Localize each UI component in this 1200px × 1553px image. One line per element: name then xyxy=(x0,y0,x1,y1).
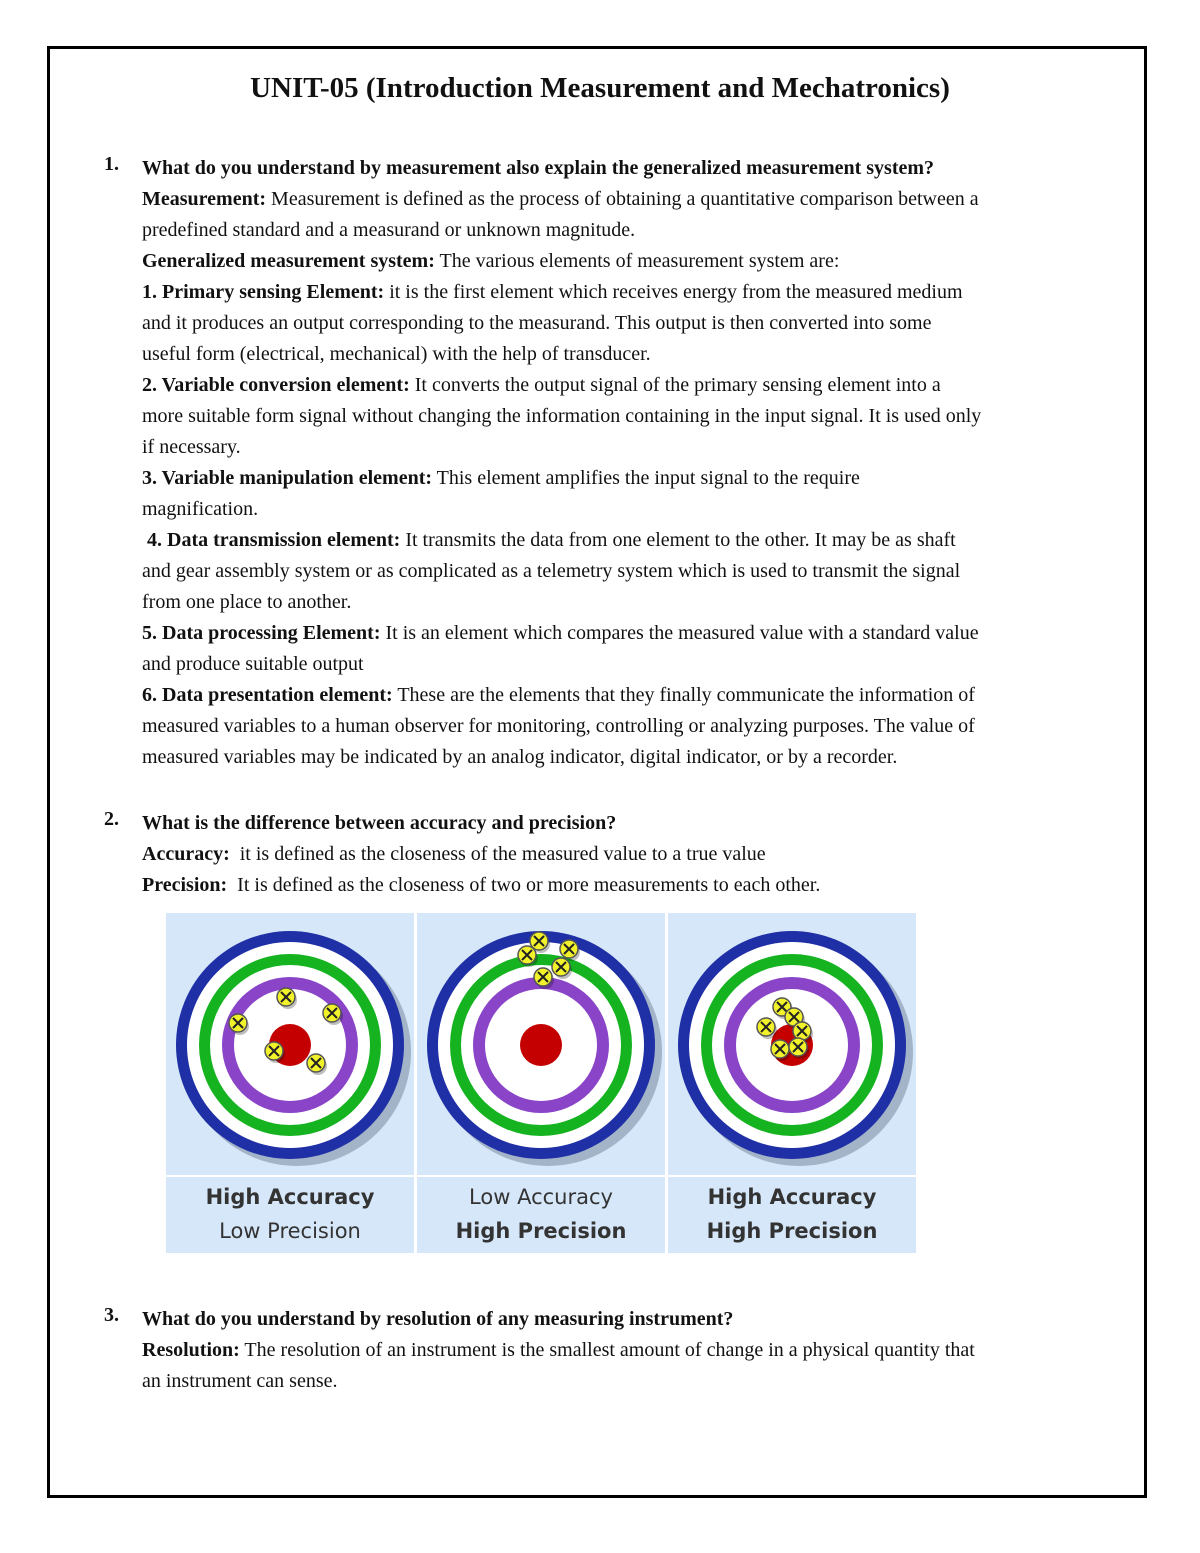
element-4-term: 4. Data transmission element: xyxy=(142,529,401,551)
element-1-term: 1. Primary sensing Element: xyxy=(142,281,385,303)
panel-1-accuracy-label: High Accuracy xyxy=(205,1185,375,1209)
accuracy-term: Accuracy: xyxy=(142,843,230,865)
panel-3-accuracy-label: High Accuracy xyxy=(707,1185,877,1209)
element-6-text: These are the elements that they finally communicate the information of xyxy=(392,684,975,706)
target-2-graphic xyxy=(417,913,665,1175)
question-2-number: 2. xyxy=(104,808,119,830)
target-3-graphic xyxy=(668,913,916,1175)
precision-term: Precision: xyxy=(142,874,228,896)
panel-2-accuracy-label: Low Accuracy xyxy=(469,1185,613,1209)
element-6-term: 6. Data presentation element: xyxy=(142,684,393,706)
resolution-text-2: an instrument can sense. xyxy=(142,1370,338,1392)
gms-text: The various elements of measurement system are: xyxy=(434,250,840,272)
question-3-block xyxy=(142,1304,1142,1397)
element-4-text-2: and gear assembly system or as complicated as a telemetry system which is used to transmit the signal xyxy=(142,560,961,582)
question-1-block xyxy=(142,153,1142,773)
gms-term: Generalized measurement system: xyxy=(142,250,435,272)
element-2-term: 2. Variable conversion element: xyxy=(142,374,410,396)
element-3-term: 3. Variable manipulation element: xyxy=(142,467,433,489)
question-3-heading: What do you understand by resolution of any measuring instrument? xyxy=(142,1308,734,1330)
question-1-number: 1. xyxy=(104,153,119,175)
element-3-text: This element amplifies the input signal to the require xyxy=(432,467,860,489)
precision-text: It is defined as the closeness of two or more measurements to each other. xyxy=(227,874,821,896)
accuracy-precision-figure xyxy=(166,913,916,1253)
target-panel-3 xyxy=(668,913,916,1253)
element-5-text-2: and produce suitable output xyxy=(142,653,364,675)
panel-1-precision-label: Low Precision xyxy=(219,1219,361,1243)
element-2-text: It converts the output signal of the primary sensing element into a xyxy=(409,374,941,396)
target-panel-2 xyxy=(417,913,665,1253)
resolution-term: Resolution: xyxy=(142,1339,240,1361)
target-panel-1 xyxy=(166,913,414,1253)
measurement-text-cont: predefined standard and a measurand or unknown magnitude. xyxy=(142,219,636,241)
element-1-text-3: useful form (electrical, mechanical) with the help of transducer. xyxy=(142,343,651,365)
caption-divider xyxy=(668,1175,916,1177)
question-1-heading: What do you understand by measurement also explain the generalized measurement system? xyxy=(142,157,935,179)
question-2-block xyxy=(142,808,1142,901)
element-5-term: 5. Data processing Element: xyxy=(142,622,381,644)
caption-divider xyxy=(166,1175,414,1177)
element-1-text-2: and it produces an output corresponding to the measurand. This output is then converted into some xyxy=(142,312,932,334)
element-4-text-3: from one place to another. xyxy=(142,591,352,613)
target-bullseye xyxy=(520,1024,562,1066)
accuracy-text: it is defined as the closeness of the measured value to a true value xyxy=(229,843,766,865)
element-1-text: it is the first element which receives energy from the measured medium xyxy=(384,281,963,303)
element-2-text-3: if necessary. xyxy=(142,436,241,458)
panel-3-precision-label: High Precision xyxy=(706,1219,878,1243)
page-title: UNIT-05 (Introduction Measurement and Mechatronics) xyxy=(250,72,950,104)
resolution-text: The resolution of an instrument is the smallest amount of change in a physical quantity that xyxy=(239,1339,975,1361)
caption-divider xyxy=(417,1175,665,1177)
measurement-term: Measurement: xyxy=(142,188,267,210)
element-6-text-2: measured variables to a human observer for monitoring, controlling or analyzing purposes. The value of xyxy=(142,715,975,737)
measurement-text: Measurement is defined as the process of obtaining a quantitative comparison between a xyxy=(266,188,979,210)
element-5-text: It is an element which compares the measured value with a standard value xyxy=(380,622,979,644)
element-2-text-2: more suitable form signal without changing the information containing in the input signal. It is used only xyxy=(142,405,982,427)
question-2-heading: What is the difference between accuracy and precision? xyxy=(142,812,617,834)
question-3-number: 3. xyxy=(104,1304,119,1326)
element-3-text-2: magnification. xyxy=(142,498,259,520)
target-1-graphic xyxy=(166,913,414,1175)
element-6-text-3: measured variables may be indicated by an analog indicator, digital indicator, or by a recorder. xyxy=(142,746,898,768)
element-4-text: It transmits the data from one element to the other. It may be as shaft xyxy=(400,529,956,551)
panel-2-precision-label: High Precision xyxy=(455,1219,627,1243)
